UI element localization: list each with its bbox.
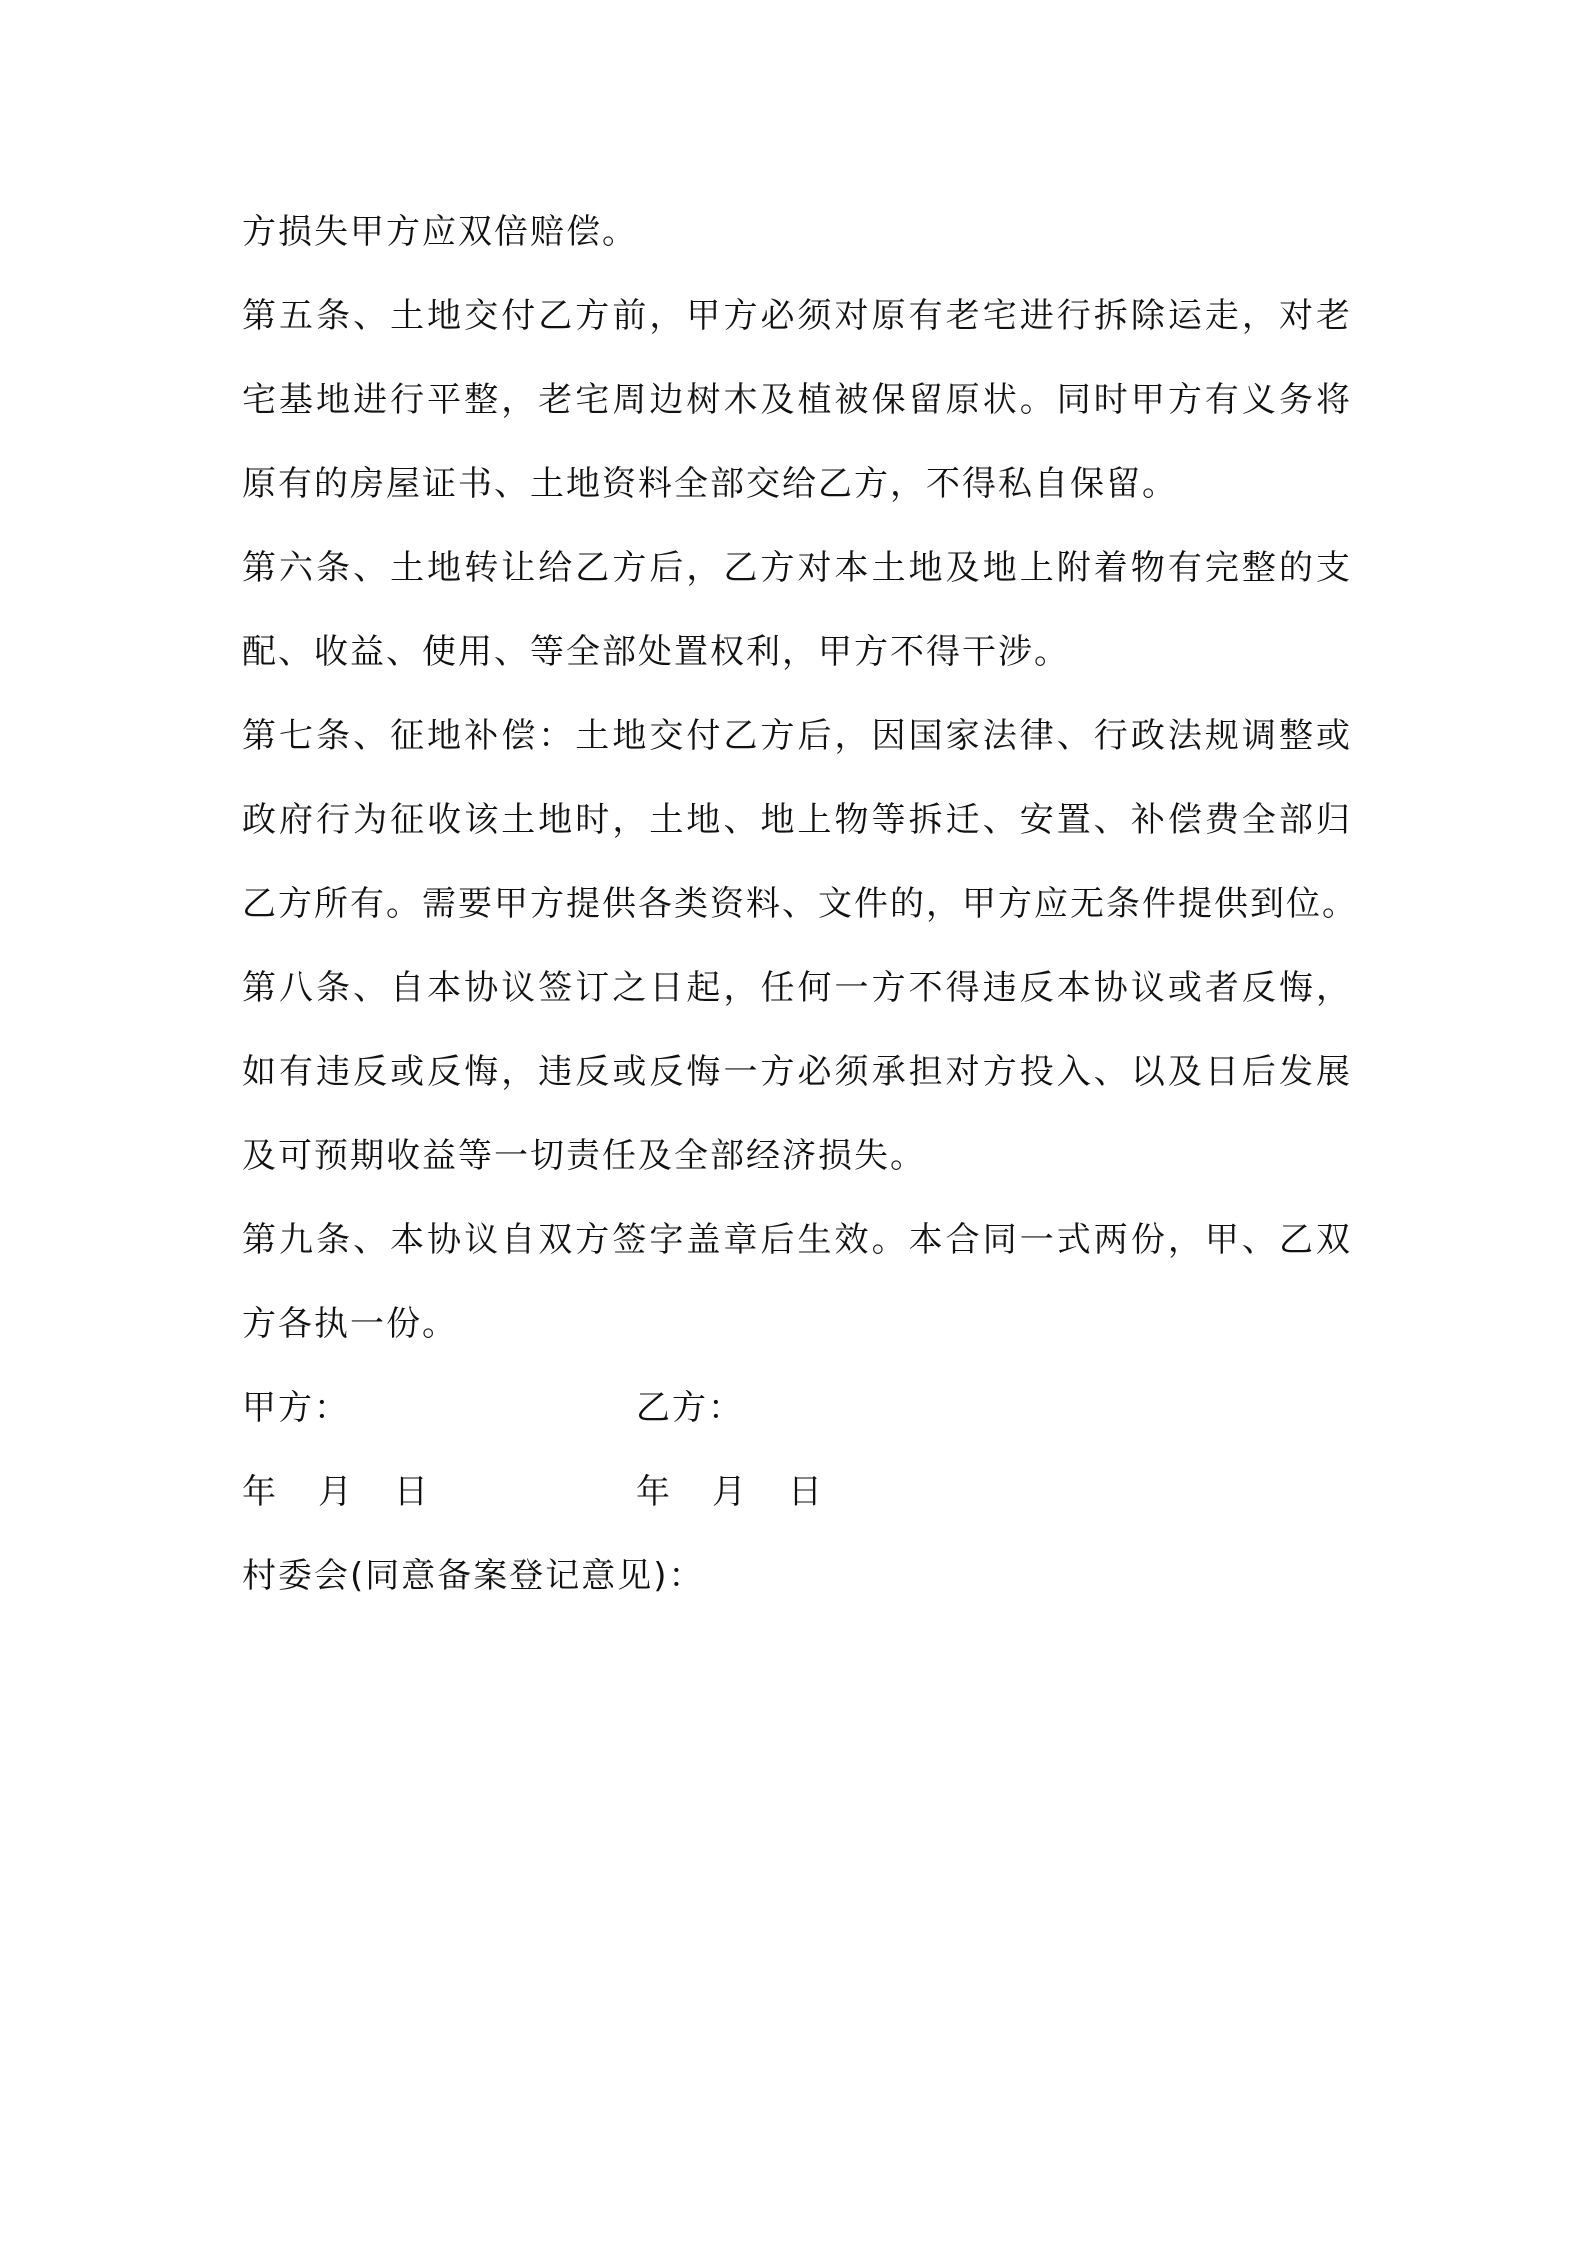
article-7-line: 第七条、征地补偿：土地交付乙方后，因国家法律、行政法规调整或 (242, 716, 1352, 756)
date-day: 日 (394, 1472, 430, 1512)
party-a-date (242, 1450, 470, 1534)
article-9-line: 第九条、本协议自双方签字盖章后生效。本合同一式两份，甲、乙双 (242, 1220, 1352, 1260)
date-day: 日 (788, 1472, 824, 1512)
document-body (242, 190, 1358, 1618)
party-b-label: 乙方： (636, 1388, 744, 1428)
date-row (242, 1450, 1352, 1534)
article-6-line: 配、收益、使用、等全部处置权利，甲方不得干涉。 (242, 632, 1070, 672)
article-8-line: 如有违反或反悔，违反或反悔一方必须承担对方投入、以及日后发展 (242, 1052, 1352, 1092)
signature-row (242, 1366, 1352, 1450)
date-month: 月 (318, 1472, 354, 1512)
village-committee-label: 村委会(同意备案登记意见)： (242, 1556, 705, 1596)
article-5-line: 原有的房屋证书、土地资料全部交给乙方，不得私自保留。 (242, 464, 1178, 504)
article-9-line: 方各执一份。 (242, 1304, 458, 1344)
article-7-line: 政府行为征收该土地时，土地、地上物等拆迁、安置、补偿费全部归 (242, 800, 1352, 840)
article-5-line: 第五条、土地交付乙方前，甲方必须对原有老宅进行拆除运走，对老 (242, 296, 1352, 336)
party-b-date (636, 1450, 864, 1534)
article-5-line: 宅基地进行平整，老宅周边树木及植被保留原状。同时甲方有义务将 (242, 380, 1352, 420)
party-a-label: 甲方： (242, 1388, 350, 1428)
article-8-line: 第八条、自本协议签订之日起，任何一方不得违反本协议或者反悔， (242, 968, 1352, 1008)
article-8-line: 及可预期收益等一切责任及全部经济损失。 (242, 1136, 926, 1176)
date-year: 年 (242, 1472, 278, 1512)
article-7-line: 乙方所有。需要甲方提供各类资料、文件的，甲方应无条件提供到位。 (242, 884, 1358, 924)
article-6-line: 第六条、土地转让给乙方后，乙方对本土地及地上附着物有完整的支 (242, 548, 1352, 588)
date-year: 年 (636, 1472, 672, 1512)
date-month: 月 (712, 1472, 748, 1512)
paragraph-line: 方损失甲方应双倍赔偿。 (242, 212, 638, 252)
